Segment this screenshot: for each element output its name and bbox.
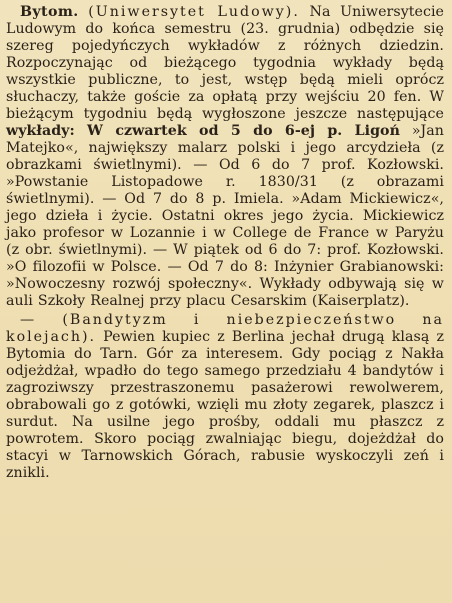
article-banditry-body: Pewien kupiec z Berlina jechał drugą klasą z Bytomia do Tarn. Gór za interesem. Gdy pociąg z Nakła odjeżdżał, wpadło do tego samego przedziału 4 bandytów i zagroziwszy przestraszonemu pasażerowi rewolwerem, obrabowali go z gotówki, wzięli mu złoty zegarek, plaszcz i surdut. Na usilne jego prośby, oddali mu płaszcz z powrotem. Skoro pociąg zwalniając biegu, dojeżdżał do stacyi w Tarnowskich Górach, rabusie wyskoczyli zeń i znikli. <box>6 329 444 481</box>
article-bytom-body-2: »Jan Matejko«, największy malarz polski i jego arcydzieła (z obrazkami świetlnymi). — Od 6 do 7 prof. Kozłowski. »Powstanie Listopadowe r. 1830/31 (z obrazami świetlnymi). — Od 7 do 8 p. Imiela. »Adam Mickiewicz«, jego dzieła i życie. Ostatni okres jego życia. Mickiewicz jako profesor w Lozannie i w College de France w Paryżu (z obr. świetlnymi). — W piątek od 6 do 7: prof. Kozłowski. »O filozofii w Polsce. — Od 7 do 8: Inżynier Grabianowski: »Nowoczesny rozwój społeczny«. Wykłady odbywają się w auli Szkoły Realnej przy placu Cesarskim (Kaiserplatz). <box>6 123 444 309</box>
article-banditry-heading: — (Bandytyzm i niebezpieczeństwo na kolejach). <box>6 312 444 345</box>
article-bytom-body-1: Na Uniwersytecie Ludowym do końca semestru (23. grudnia) odbędzie się szereg pojedyńczych wykładów z różnych dziedzin. Rozpoczynając od bieżącego tygodnia wykłady będą wszystkie publiczne, to jest, wstęp będą mieli oprócz słuchaczy, także goście za opłatą przy wejściu 20 fen. W bieżącym tygodniu będą wygłoszone jeszcze następujące <box>6 4 444 122</box>
article-bytom-heading: (Uniwersytet Ludowy). <box>88 4 300 20</box>
article-banditry <box>0 312 452 601</box>
article-bytom-text <box>6 4 444 310</box>
article-bytom-university <box>0 4 452 310</box>
article-banditry-text <box>6 312 444 482</box>
article-bytom-body-bold: wykłady: W czwartek od 5 do 6-ej p. Ligoń <box>6 123 400 139</box>
article-bytom-place: Bytom. <box>20 4 79 20</box>
